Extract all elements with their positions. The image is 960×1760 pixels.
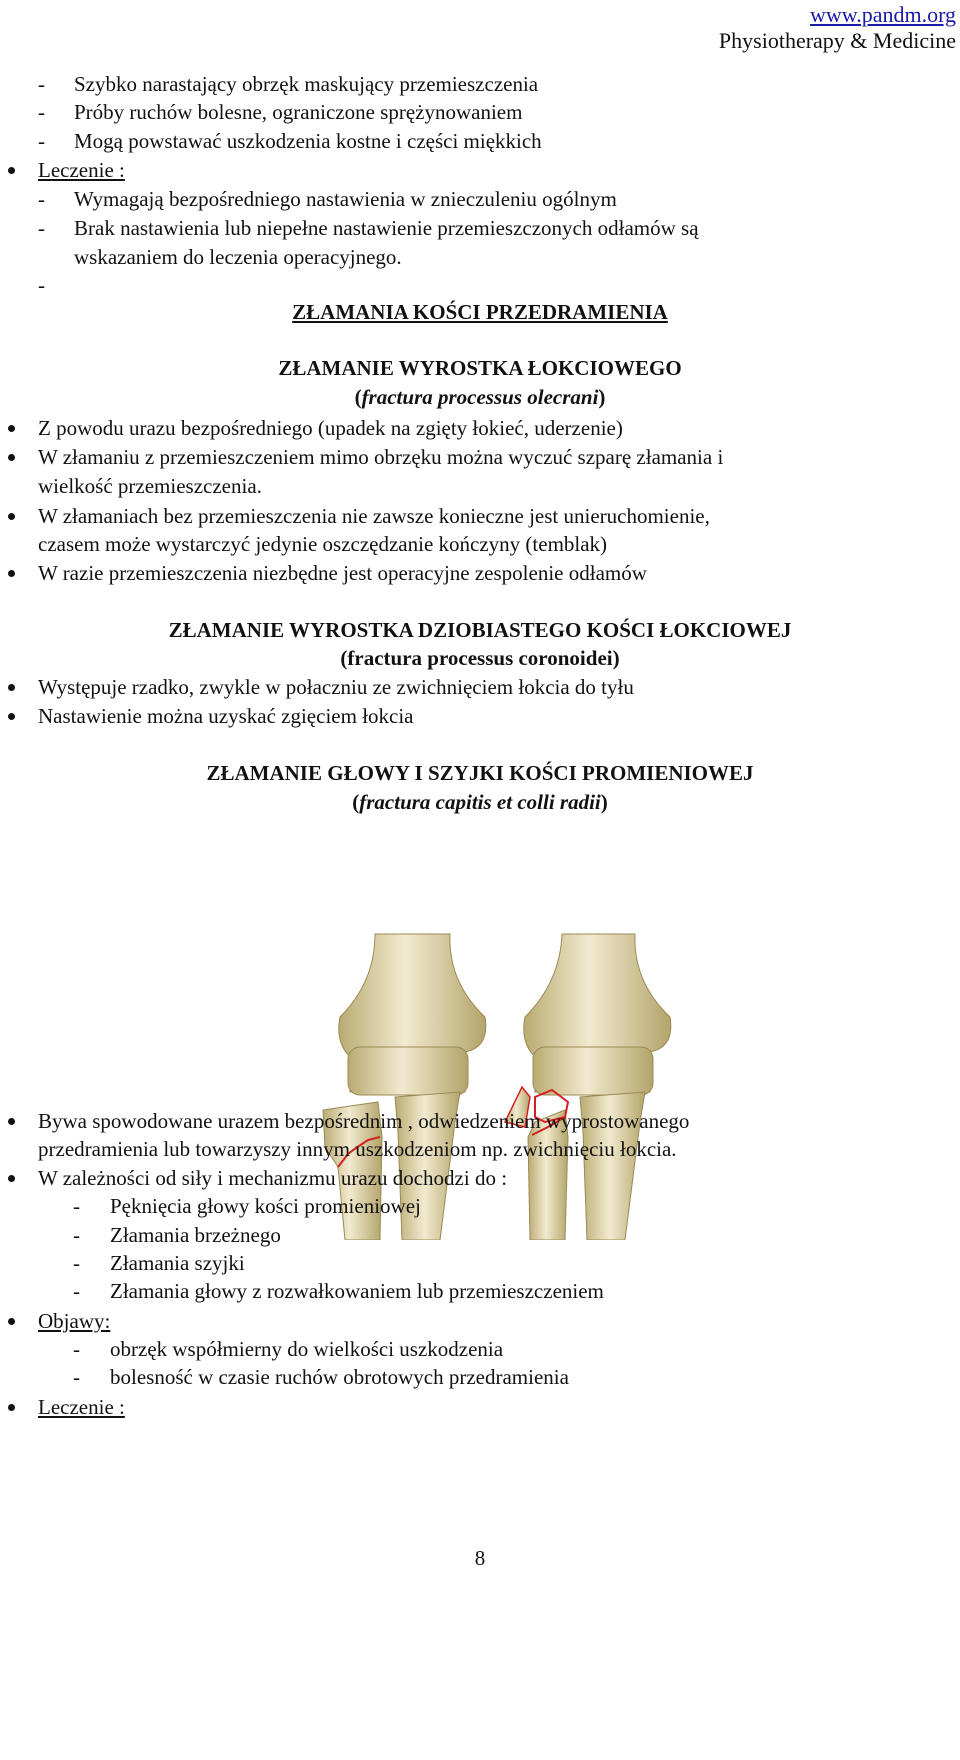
bullet xyxy=(8,167,15,174)
section-subtitle-coronoid: (fractura processus coronoidei) xyxy=(340,646,620,670)
list-item: Próby ruchów bolesne, ograniczone sprężynowaniem xyxy=(74,100,523,124)
list-item: Złamania brzeżnego xyxy=(110,1223,281,1247)
list-item: Występuje rzadko, zwykle w połaczniu ze zwichnięciem łokcia do tyłu xyxy=(38,675,634,699)
dash: - xyxy=(73,1279,80,1303)
list-item: Wymagają bezpośredniego nastawienia w znieczuleniu ogólnym xyxy=(74,187,617,211)
section-title-coronoid: ZŁAMANIE WYROSTKA DZIOBIASTEGO KOŚCI ŁOKCIOWEJ xyxy=(168,618,792,642)
paren: ( xyxy=(354,385,362,409)
paren: ) xyxy=(598,385,606,409)
list-item: W złamaniu z przemieszczeniem mimo obrzęku można wyczuć szparę złamania i xyxy=(38,445,724,469)
elbow-right xyxy=(505,934,671,1240)
list-item: Z powodu urazu bezpośredniego (upadek na zgięty łokieć, uderzenie) xyxy=(38,416,623,440)
bullet xyxy=(8,425,15,432)
bullet xyxy=(8,1318,15,1325)
dash: - xyxy=(38,273,45,297)
section-subtitle-olecranon xyxy=(0,384,960,410)
section-title-olecranon: ZŁAMANIE WYROSTKA ŁOKCIOWEGO xyxy=(278,356,682,380)
dash: - xyxy=(38,129,45,153)
bullet xyxy=(8,713,15,720)
list-item: Mogą powstawać uszkodzenia kostne i części miękkich xyxy=(74,129,542,153)
list-item: W zależności od siły i mechanizmu urazu dochodzi do : xyxy=(38,1166,508,1190)
bullet xyxy=(8,1118,15,1125)
website-link[interactable]: www.pandm.org xyxy=(809,2,956,27)
latin-name: fractura processus olecrani xyxy=(361,385,599,409)
list-item: Nastawienie można uzyskać zgięciem łokcia xyxy=(38,704,414,728)
section-subtitle-radial-head xyxy=(0,789,960,815)
list-item: W razie przemieszczenia niezbędne jest operacyjne zespolenie odłamów xyxy=(38,561,647,585)
bullet xyxy=(8,513,15,520)
chapter-title: ZŁAMANIA KOŚCI PRZEDRAMIENIA xyxy=(292,300,668,324)
dash: - xyxy=(38,72,45,96)
list-item: wielkość przemieszczenia. xyxy=(38,474,262,498)
latin-name: fractura capitis et colli radii xyxy=(359,790,601,814)
bullet xyxy=(8,570,15,577)
site-name: Physiotherapy & Medicine xyxy=(718,28,956,53)
bullet xyxy=(8,684,15,691)
paren: ) xyxy=(600,790,608,814)
dash: - xyxy=(38,100,45,124)
dash: - xyxy=(73,1194,80,1218)
dash: - xyxy=(73,1337,80,1361)
list-item: Szybko narastający obrzęk maskujący przemieszczenia xyxy=(74,72,539,96)
dash: - xyxy=(73,1365,80,1389)
list-item: Pęknięcia głowy kości promieniowej xyxy=(110,1194,421,1218)
list-item: wskazaniem do leczenia operacyjnego. xyxy=(74,245,402,269)
list-item: obrzęk współmierny do wielkości uszkodzenia xyxy=(110,1337,504,1361)
bullet xyxy=(8,454,15,461)
dash: - xyxy=(38,187,45,211)
dash: - xyxy=(38,216,45,240)
bullet xyxy=(8,1175,15,1182)
dash: - xyxy=(73,1223,80,1247)
list-item: Złamania szyjki xyxy=(110,1251,245,1275)
list-item: Brak nastawienia lub niepełne nastawienie przemieszczonych odłamów są xyxy=(74,216,699,240)
treatment-label: Leczenie : xyxy=(38,1395,125,1419)
paren: ( xyxy=(352,790,360,814)
list-item: W złamaniach bez przemieszczenia nie zawsze konieczne jest unieruchomienie, xyxy=(38,504,710,528)
treatment-label: Leczenie : xyxy=(38,158,125,182)
symptoms-label: Objawy: xyxy=(38,1309,111,1333)
list-item: Złamania głowy z rozwałkowaniem lub przemieszczeniem xyxy=(110,1279,604,1303)
list-item: bolesność w czasie ruchów obrotowych przedramienia xyxy=(110,1365,569,1389)
page-number: 8 xyxy=(474,1546,486,1570)
section-title-radial-head: ZŁAMANIE GŁOWY I SZYJKI KOŚCI PROMIENIOWEJ xyxy=(206,761,754,785)
list-item: czasem może wystarczyć jedynie oszczędzanie kończyny (temblak) xyxy=(38,532,608,556)
dash: - xyxy=(73,1251,80,1275)
list-item: przedramienia lub towarzyszy innym uszkodzeniom np. zwichnięciu łokcia. xyxy=(38,1137,677,1161)
list-item: Bywa spowodowane urazem bezpośrednim , odwiedzeniem wyprostowanego xyxy=(38,1109,690,1133)
bullet xyxy=(8,1404,15,1411)
